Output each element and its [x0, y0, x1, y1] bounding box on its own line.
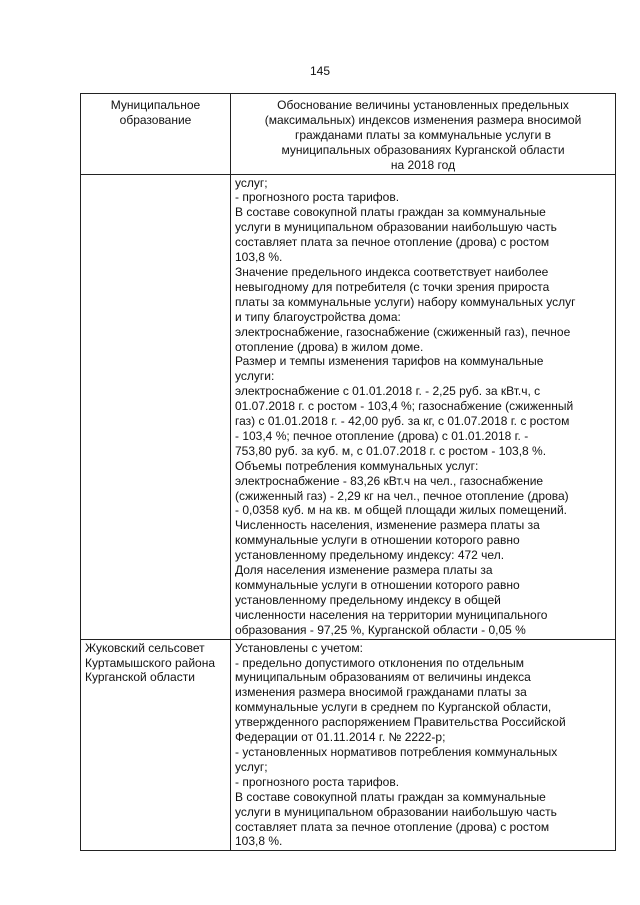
text-line: Установлены с учетом: [235, 640, 363, 655]
text-line: составляет плата за печное отопление (дрова) с ростом [235, 819, 550, 834]
text-line: - 0,0358 куб. м на кв. м общей площади жилых помещений. [235, 503, 567, 518]
text-line: коммунальные услуги в отношении которого равно [235, 533, 520, 548]
text-line: численности населения на территории муниципального [235, 607, 548, 622]
text-line: 01.07.2018 г. с ростом - 103,4 %; газоснабжение (сжиженный [235, 399, 574, 414]
text-line: установленному предельному индексу в общей [235, 592, 501, 607]
text-line: коммунальные услуги в среднем по Курганской области, [235, 700, 552, 715]
text-line: услуг; [235, 759, 268, 774]
text-line: услуги: [235, 369, 275, 384]
text-line: газ) с 01.01.2018 г. - 42,00 руб. за кг, с 01.07.2018 г. с ростом [235, 414, 570, 429]
text-line: (сжиженный газ) - 2,29 кг на чел., печное отопление (дрова) [235, 488, 569, 503]
text-line: - прогнозного роста тарифов. [235, 190, 400, 205]
text-line: Численность населения, изменение размера платы за [235, 518, 540, 533]
table-row [81, 174, 616, 639]
text-line: услуги в муниципальном образовании наибольшую часть [235, 220, 557, 235]
text-line: - установленных нормативов потребления коммунальных [235, 744, 558, 759]
text-line: Объемы потребления коммунальных услуг: [235, 458, 479, 473]
text-line: Муниципальное [110, 98, 201, 112]
header-municipality [81, 94, 231, 175]
text-line: услуги в муниципальном образовании наибольшую часть [235, 804, 557, 819]
text-line: В составе совокупной платы граждан за коммунальные [235, 789, 546, 804]
text-line: платы за коммунальные услуги) набору коммунальных услуг [235, 294, 576, 309]
justification-cell [231, 174, 616, 639]
text-line: муниципальных образованиях Курганской области [281, 142, 565, 157]
page-number: 145 [309, 64, 331, 78]
text-line: электроснабжение - 83,26 кВт.ч на чел., газоснабжение [235, 473, 544, 488]
text-line: составляет плата за печное отопление (дрова) с ростом [235, 235, 550, 250]
text-line: на 2018 год [390, 157, 456, 172]
text-line: образование [119, 112, 192, 127]
municipality-cell [81, 639, 231, 851]
text-line: Значение предельного индекса соответствует наиболее [235, 264, 549, 279]
text-line: коммунальные услуги в отношении которого равно [235, 578, 520, 592]
text-line: электроснабжение, газоснабжение (сжиженный газ), печное [235, 324, 571, 339]
text-line: 753,80 руб. за куб. м, с 01.07.2018 г. с ростом - 103,8 %. [235, 443, 547, 458]
text-line: и типу благоустройства дома: [235, 309, 401, 324]
text-line: Жуковский сельсовет [85, 640, 205, 655]
text-line: услуг; [235, 175, 268, 190]
text-line: изменения размера вносимой гражданами платы за [235, 685, 527, 700]
text-line: Доля населения изменение размера платы за [235, 563, 493, 578]
text-line: - 103,4 %; печное отопление (дрова) с 01.01.2018 г. - [235, 428, 529, 443]
justification-table [80, 93, 616, 851]
text-line: отопление (дрова) в жилом доме. [235, 339, 424, 354]
text-line: Куртамышского района [85, 655, 216, 670]
text-line: электроснабжение с 01.01.2018 г. - 2,25 руб. за кВт.ч, с [235, 384, 541, 399]
justification-cell [231, 639, 616, 851]
text-line: муниципальным образованиям от величины индекса [235, 670, 531, 685]
text-line: невыгодному для потребителя (с точки зрения прироста [235, 279, 550, 294]
table-header-row [81, 94, 616, 175]
text-line: - прогнозного роста тарифов. [235, 774, 400, 789]
text-line: В составе совокупной платы граждан за коммунальные [235, 205, 546, 220]
text-line: Размер и темпы изменения тарифов на коммунальные [235, 354, 544, 369]
text-line: установленному предельному индексу: 472 чел. [235, 548, 505, 563]
municipality-cell [81, 174, 231, 639]
text-line: утвержденного распоряжением Правительства Российской [235, 715, 566, 730]
text-line: гражданами платы за коммунальные услуги в [294, 127, 552, 142]
text-line: - предельно допустимого отклонения по отдельным [235, 655, 524, 670]
text-line: Курганской области [85, 670, 195, 685]
text-line: образования - 97,25 %, Курганской области - 0,05 % [235, 622, 526, 637]
text-line: 103,8 %. [235, 834, 283, 849]
header-justification [231, 94, 616, 175]
text-line: (максимальных) индексов изменения размера вносимой [264, 112, 582, 127]
text-line: Обоснование величины установленных предельных [277, 98, 569, 112]
table-row [81, 639, 616, 851]
text-line: 103,8 %. [235, 250, 283, 265]
text-line: Федерации от 01.11.2014 г. № 2222-р; [235, 730, 446, 745]
